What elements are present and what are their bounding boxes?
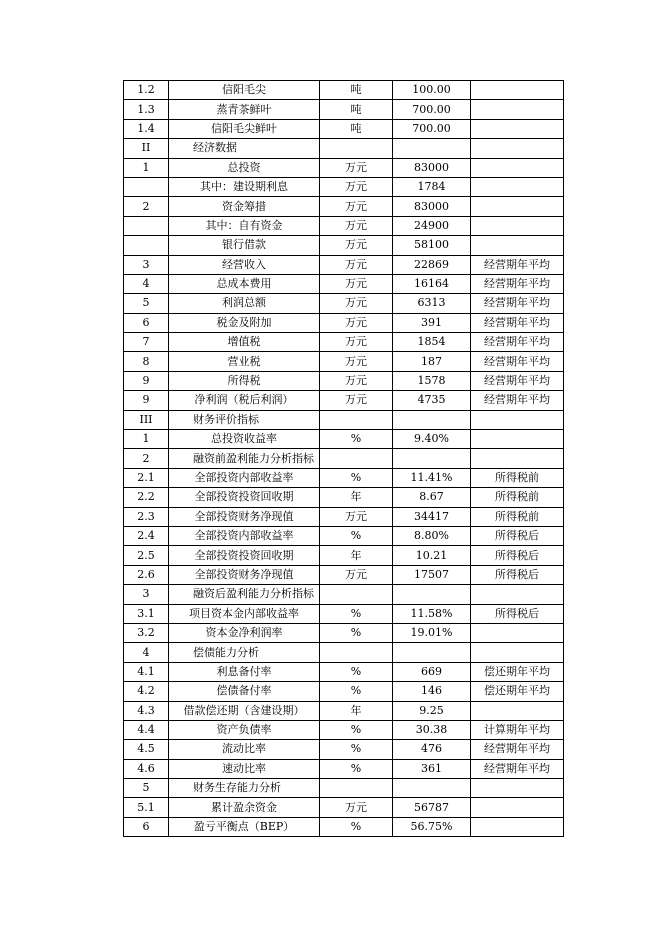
value-cell: 700.00 [393,100,471,119]
table-row [124,798,564,817]
table-row [124,430,564,449]
unit-cell: 万元 [320,391,393,410]
item-name-cell: 营业税 [169,352,320,371]
unit-cell: % [320,720,393,739]
value-cell: 700.00 [393,119,471,138]
row-number-cell: 3.1 [124,604,169,623]
unit-cell: 万元 [320,352,393,371]
unit-cell [320,585,393,604]
value-cell: 10.21 [393,546,471,565]
table-row [124,197,564,216]
note-cell: 经营期年平均 [471,255,564,274]
note-cell [471,197,564,216]
row-number-cell: 4 [124,274,169,293]
item-name-cell: 财务生存能力分析 [169,779,320,798]
note-cell [471,119,564,138]
value-cell: 1578 [393,371,471,390]
item-name-cell: 其中：自有资金 [169,216,320,235]
value-cell: 11.58% [393,604,471,623]
item-name-cell: 净利润（税后利润） [169,391,320,410]
value-cell [393,779,471,798]
item-name-cell: 经营收入 [169,255,320,274]
unit-cell: % [320,817,393,836]
value-cell [393,410,471,429]
note-cell [471,177,564,196]
item-name-cell: 盈亏平衡点（BEP） [169,817,320,836]
table-row [124,294,564,313]
item-name-cell: 税金及附加 [169,313,320,332]
unit-cell: % [320,430,393,449]
table-row [124,371,564,390]
table-row [124,274,564,293]
item-name-cell: 全部投资内部收益率 [169,526,320,545]
note-cell: 经营期年平均 [471,371,564,390]
note-cell: 所得税后 [471,565,564,584]
row-number-cell: 4.4 [124,720,169,739]
unit-cell [320,449,393,468]
unit-cell: 年 [320,546,393,565]
unit-cell: 万元 [320,565,393,584]
unit-cell: 万元 [320,333,393,352]
row-number-cell: 4.1 [124,662,169,681]
note-cell: 所得税后 [471,546,564,565]
table-row [124,333,564,352]
item-name-cell: 信阳毛尖鲜叶 [169,119,320,138]
unit-cell: % [320,604,393,623]
note-cell [471,216,564,235]
unit-cell [320,410,393,429]
row-number-cell: 4.2 [124,682,169,701]
row-number-cell: II [124,139,169,158]
row-number-cell: 1.3 [124,100,169,119]
unit-cell [320,779,393,798]
table-row [124,100,564,119]
item-name-cell: 全部投资财务净现值 [169,507,320,526]
financial-indicators-table [123,80,564,837]
row-number-cell: 3 [124,585,169,604]
item-name-cell: 融资前盈利能力分析指标 [169,449,320,468]
row-number-cell: 1.4 [124,119,169,138]
table-row [124,759,564,778]
table-row [124,313,564,332]
note-cell: 所得税后 [471,604,564,623]
value-cell: 8.67 [393,488,471,507]
note-cell: 经营期年平均 [471,294,564,313]
value-cell: 187 [393,352,471,371]
table-row [124,352,564,371]
row-number-cell: 5 [124,294,169,313]
row-number-cell: 3.2 [124,623,169,642]
value-cell: 9.25 [393,701,471,720]
row-number-cell: 2 [124,197,169,216]
table-row [124,158,564,177]
row-number-cell: 9 [124,371,169,390]
item-name-cell: 总成本费用 [169,274,320,293]
row-number-cell: 6 [124,313,169,332]
item-name-cell: 全部投资内部收益率 [169,468,320,487]
item-name-cell: 全部投资投资回收期 [169,546,320,565]
table-row [124,236,564,255]
note-cell [471,585,564,604]
note-cell [471,139,564,158]
note-cell [471,158,564,177]
row-number-cell: 4.5 [124,740,169,759]
item-name-cell: 银行借款 [169,236,320,255]
table-row [124,585,564,604]
value-cell: 16164 [393,274,471,293]
note-cell: 经营期年平均 [471,274,564,293]
note-cell: 经营期年平均 [471,313,564,332]
unit-cell: 年 [320,701,393,720]
note-cell [471,701,564,720]
item-name-cell: 全部投资投资回收期 [169,488,320,507]
table-row [124,507,564,526]
row-number-cell: 1.2 [124,81,169,100]
item-name-cell: 经济数据 [169,139,320,158]
unit-cell [320,139,393,158]
unit-cell: % [320,468,393,487]
note-cell [471,623,564,642]
unit-cell: 吨 [320,81,393,100]
item-name-cell: 总投资 [169,158,320,177]
value-cell: 1784 [393,177,471,196]
table-row [124,623,564,642]
table-row [124,604,564,623]
table-row [124,410,564,429]
table-row [124,177,564,196]
note-cell: 经营期年平均 [471,391,564,410]
note-cell [471,643,564,662]
row-number-cell: 5.1 [124,798,169,817]
table-row [124,701,564,720]
row-number-cell [124,236,169,255]
item-name-cell: 资金筹措 [169,197,320,216]
item-name-cell: 全部投资财务净现值 [169,565,320,584]
note-cell: 计算期年平均 [471,720,564,739]
row-number-cell: 2.3 [124,507,169,526]
row-number-cell: 5 [124,779,169,798]
item-name-cell: 资产负债率 [169,720,320,739]
table-row [124,468,564,487]
value-cell: 100.00 [393,81,471,100]
row-number-cell: 1 [124,430,169,449]
unit-cell: 万元 [320,371,393,390]
value-cell: 476 [393,740,471,759]
note-cell [471,798,564,817]
row-number-cell: 4 [124,643,169,662]
value-cell [393,643,471,662]
table-row [124,740,564,759]
row-number-cell: 4.3 [124,701,169,720]
note-cell [471,779,564,798]
item-name-cell: 资本金净利润率 [169,623,320,642]
note-cell: 所得税后 [471,526,564,545]
note-cell: 所得税前 [471,488,564,507]
value-cell: 24900 [393,216,471,235]
table-row [124,662,564,681]
note-cell [471,430,564,449]
value-cell: 58100 [393,236,471,255]
item-name-cell: 利润总额 [169,294,320,313]
unit-cell: 万元 [320,177,393,196]
note-cell: 偿还期年平均 [471,662,564,681]
note-cell [471,100,564,119]
unit-cell: 万元 [320,255,393,274]
item-name-cell: 所得税 [169,371,320,390]
row-number-cell: 2 [124,449,169,468]
unit-cell: 年 [320,488,393,507]
value-cell: 83000 [393,158,471,177]
row-number-cell: 2.6 [124,565,169,584]
table-row [124,565,564,584]
unit-cell: 万元 [320,236,393,255]
value-cell: 34417 [393,507,471,526]
item-name-cell: 融资后盈利能力分析指标 [169,585,320,604]
note-cell [471,81,564,100]
table-row [124,779,564,798]
table-row [124,119,564,138]
item-name-cell: 偿债能力分析 [169,643,320,662]
row-number-cell: III [124,410,169,429]
item-name-cell: 信阳毛尖 [169,81,320,100]
item-name-cell: 利息备付率 [169,662,320,681]
row-number-cell: 4.6 [124,759,169,778]
value-cell: 1854 [393,333,471,352]
row-number-cell: 2.5 [124,546,169,565]
value-cell: 11.41% [393,468,471,487]
value-cell: 30.38 [393,720,471,739]
value-cell: 56.75% [393,817,471,836]
table-row [124,720,564,739]
row-number-cell: 1 [124,158,169,177]
item-name-cell: 项目资本金内部收益率 [169,604,320,623]
note-cell: 所得税前 [471,468,564,487]
value-cell: 22869 [393,255,471,274]
unit-cell: 吨 [320,119,393,138]
value-cell: 83000 [393,197,471,216]
note-cell: 偿还期年平均 [471,682,564,701]
item-name-cell: 速动比率 [169,759,320,778]
unit-cell: 万元 [320,294,393,313]
unit-cell [320,643,393,662]
unit-cell: 万元 [320,313,393,332]
table-row [124,449,564,468]
note-cell: 所得税前 [471,507,564,526]
value-cell [393,449,471,468]
unit-cell: 吨 [320,100,393,119]
note-cell [471,449,564,468]
unit-cell: 万元 [320,274,393,293]
table-row [124,546,564,565]
item-name-cell: 增值税 [169,333,320,352]
note-cell [471,236,564,255]
row-number-cell: 8 [124,352,169,371]
value-cell: 8.80% [393,526,471,545]
value-cell: 361 [393,759,471,778]
unit-cell: 万元 [320,158,393,177]
table-row [124,81,564,100]
table-row [124,139,564,158]
item-name-cell: 借款偿还期（含建设期） [169,701,320,720]
table-row [124,817,564,836]
unit-cell: 万元 [320,216,393,235]
row-number-cell: 7 [124,333,169,352]
value-cell: 669 [393,662,471,681]
note-cell: 经营期年平均 [471,759,564,778]
note-cell [471,410,564,429]
table-row [124,216,564,235]
item-name-cell: 财务评价指标 [169,410,320,429]
table-row [124,526,564,545]
value-cell [393,139,471,158]
table-row [124,643,564,662]
row-number-cell: 9 [124,391,169,410]
value-cell: 146 [393,682,471,701]
row-number-cell [124,216,169,235]
note-cell [471,817,564,836]
item-name-cell: 累计盈余资金 [169,798,320,817]
unit-cell: % [320,740,393,759]
unit-cell: 万元 [320,197,393,216]
item-name-cell: 总投资收益率 [169,430,320,449]
table-row [124,682,564,701]
note-cell: 经营期年平均 [471,740,564,759]
unit-cell: % [320,682,393,701]
row-number-cell: 2.4 [124,526,169,545]
unit-cell: % [320,759,393,778]
unit-cell: % [320,526,393,545]
value-cell: 4735 [393,391,471,410]
row-number-cell [124,177,169,196]
item-name-cell: 偿债备付率 [169,682,320,701]
item-name-cell: 流动比率 [169,740,320,759]
value-cell: 56787 [393,798,471,817]
value-cell: 391 [393,313,471,332]
unit-cell: 万元 [320,798,393,817]
unit-cell: % [320,623,393,642]
row-number-cell: 2.1 [124,468,169,487]
table-body [124,81,564,837]
note-cell: 经营期年平均 [471,352,564,371]
table-row [124,255,564,274]
unit-cell: 万元 [320,507,393,526]
item-name-cell: 其中：建设期利息 [169,177,320,196]
value-cell [393,585,471,604]
table-row [124,488,564,507]
row-number-cell: 3 [124,255,169,274]
value-cell: 9.40% [393,430,471,449]
value-cell: 17507 [393,565,471,584]
unit-cell: % [320,662,393,681]
value-cell: 6313 [393,294,471,313]
table-row [124,391,564,410]
row-number-cell: 2.2 [124,488,169,507]
value-cell: 19.01% [393,623,471,642]
note-cell: 经营期年平均 [471,333,564,352]
item-name-cell: 蒸青茶鲜叶 [169,100,320,119]
row-number-cell: 6 [124,817,169,836]
